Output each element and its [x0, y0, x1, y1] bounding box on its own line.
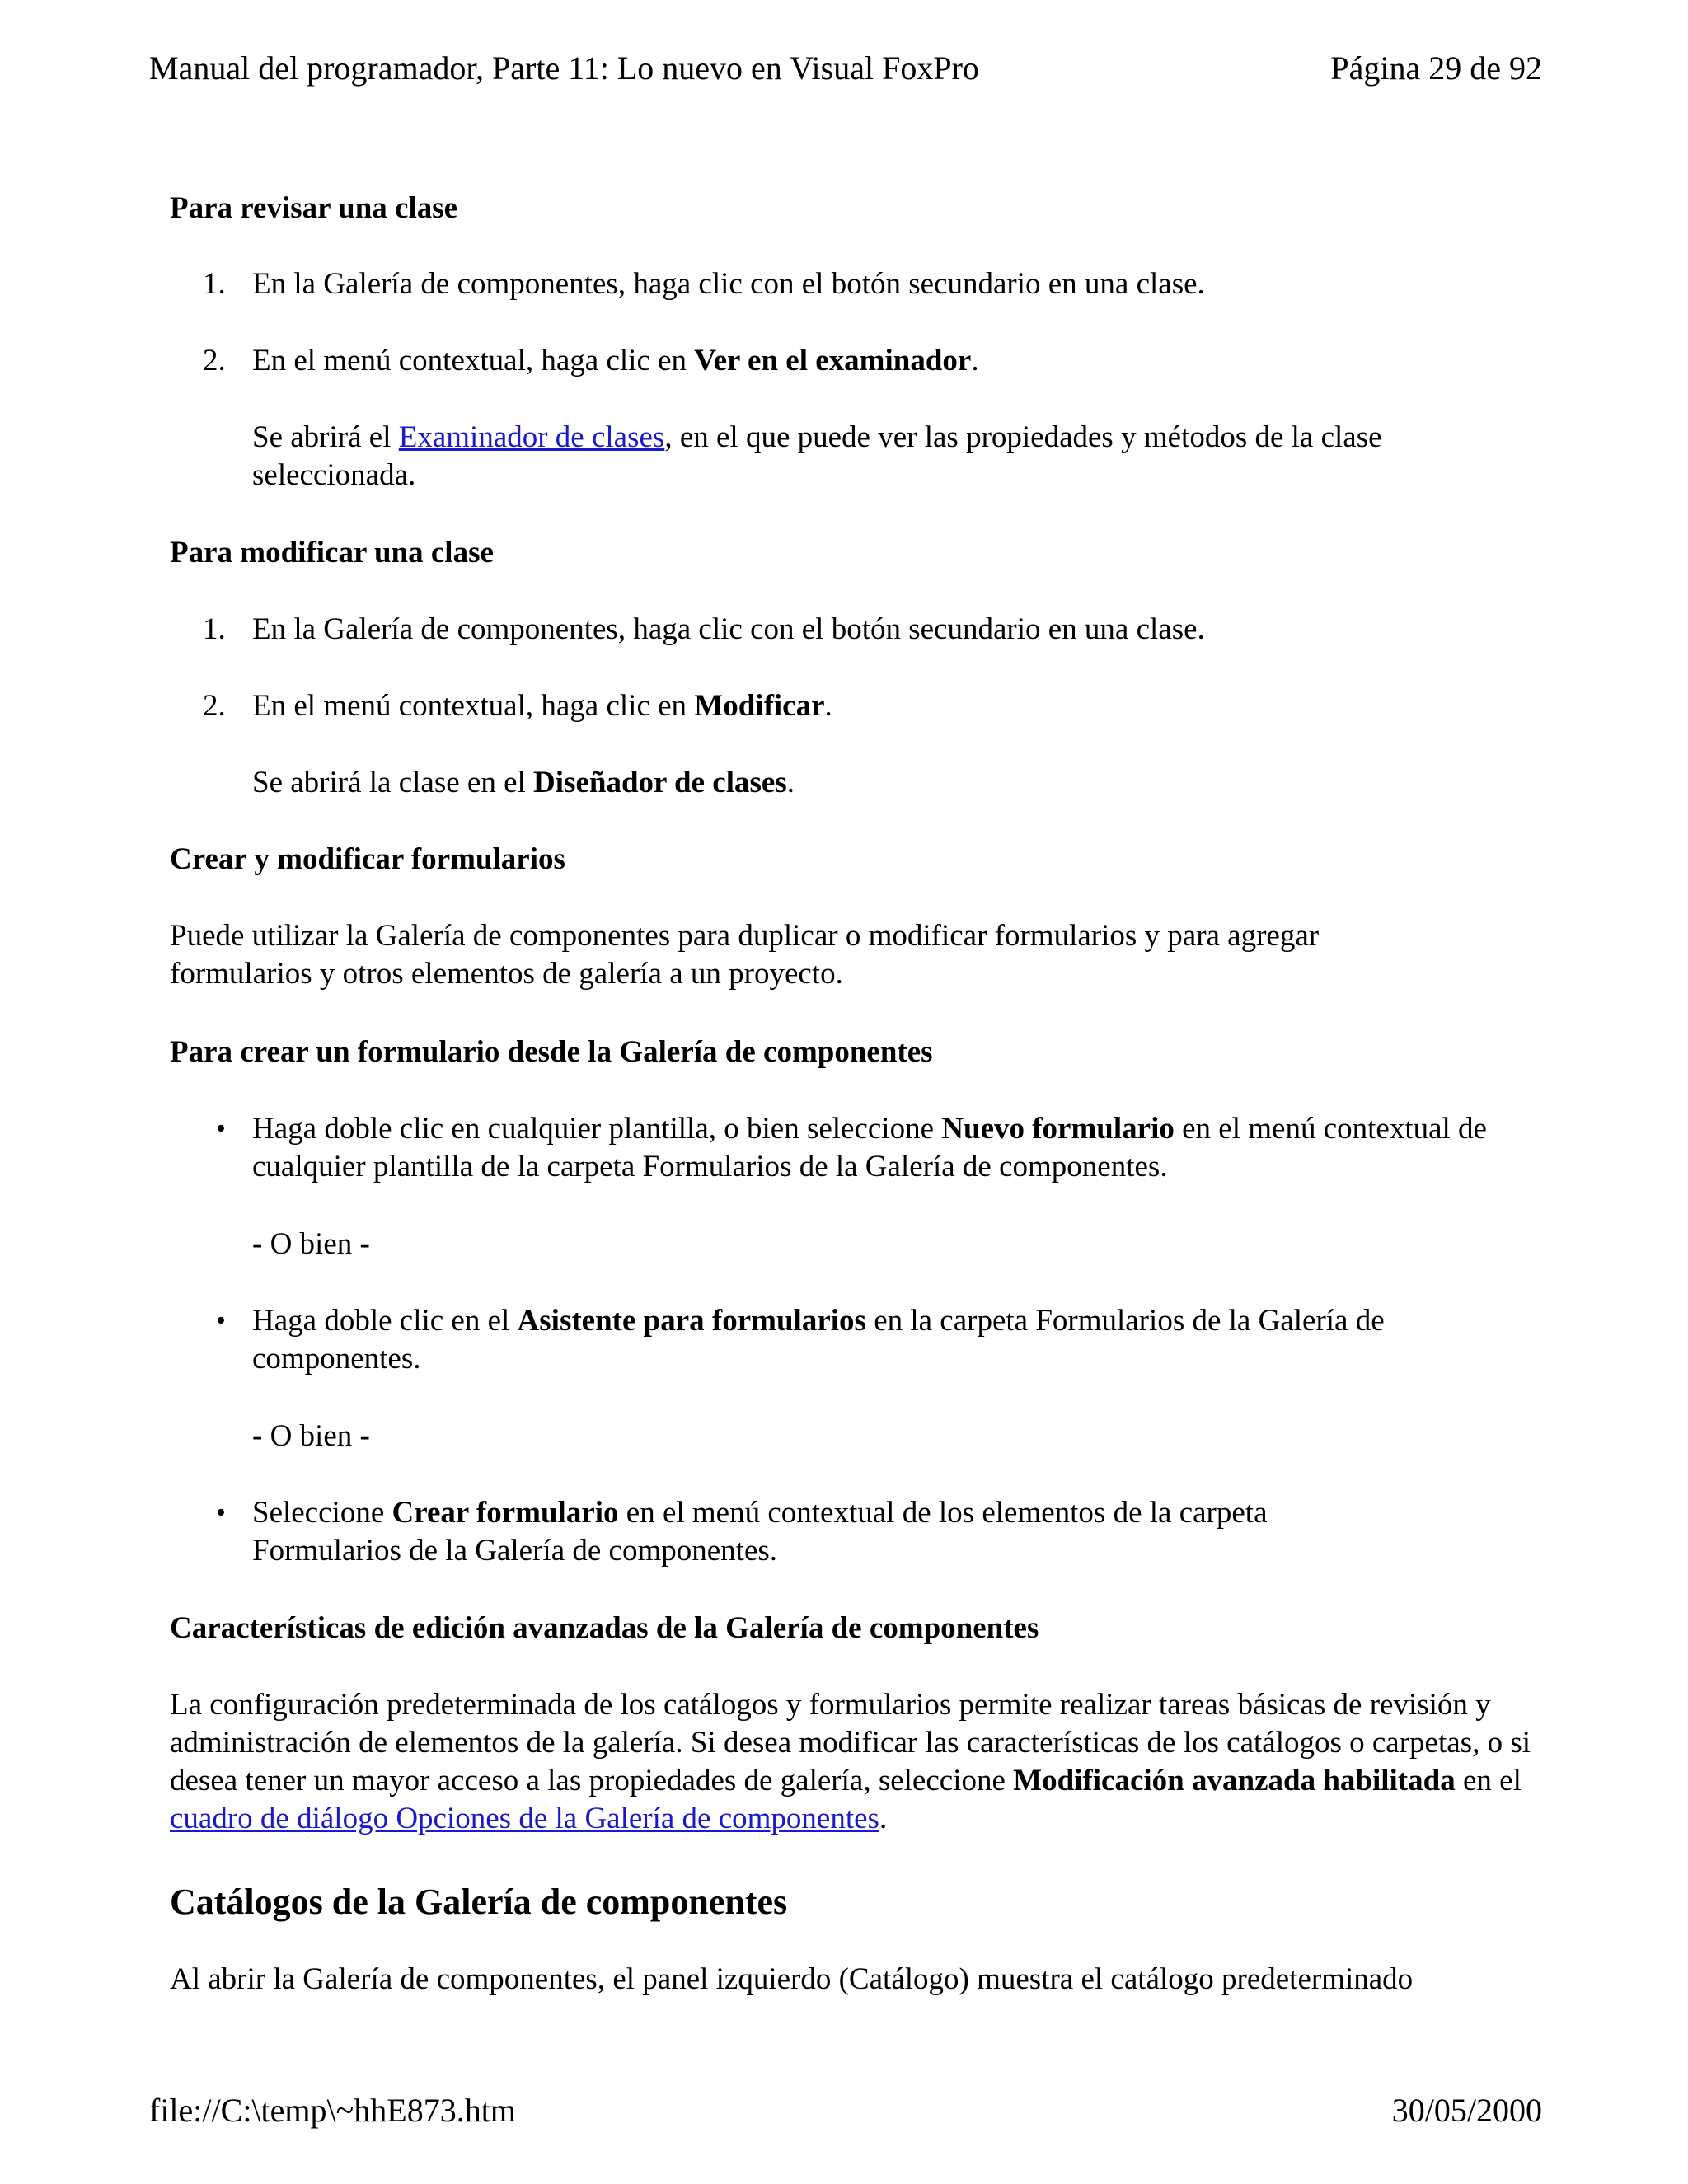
bullet-text: Seleccione Crear formulario en el menú contextual de los elementos de la carpeta Formularios de la Galería de componentes. [252, 1496, 1268, 1568]
alternative-separator: - O bien - [252, 1227, 370, 1261]
step-number: 1. [203, 612, 226, 646]
wizard-name: Asistente para formularios [517, 1304, 866, 1338]
step-text: En la Galería de componentes, haga clic con el botón secundario en una clase. [252, 612, 1205, 646]
step-text: En el menú contextual, haga clic en Modificar. [252, 689, 832, 723]
print-date: 30/05/2000 [1391, 2092, 1542, 2129]
step-text: En la Galería de componentes, haga clic con el botón secundario en una clase. [252, 267, 1205, 301]
step-number: 2. [203, 344, 226, 377]
step-result: Se abrirá el Examinador de clases, en el que puede ver las propiedades y métodos de la clase seleccionada. [252, 420, 1382, 492]
examinador-de-clases-link[interactable]: Examinador de clases [398, 420, 665, 454]
tool-name: Diseñador de clases [533, 766, 787, 799]
section-heading-catalogos: Catálogos de la Galería de componentes [170, 1882, 788, 1922]
opciones-galeria-link[interactable]: cuadro de diálogo Opciones de la Galería de componentes [170, 1802, 879, 1835]
bullet-text: Haga doble clic en cualquier plantilla, o bien seleccione Nuevo formulario en el menú contextual de cualquier plantilla de la carpeta Formularios de la Galería de componentes. [252, 1112, 1487, 1183]
step-text: En el menú contextual, haga clic en Ver en el examinador. [252, 344, 979, 377]
paragraph: La configuración predeterminada de los catálogos y formularios permite realizar tareas básicas de revisión y administración de elementos de la galería. Si desea modificar las características de los catálogos o carpetas, o si desea tener un mayor acceso a las propiedades de galería, seleccione Modificación avanzada habilitada en el cuadro de diálogo Opciones de la Galería de componentes. [170, 1688, 1531, 1835]
page-header [149, 48, 1542, 89]
heading-modificar-clase: Para modificar una clase [170, 536, 494, 569]
document-title: Manual del programador, Parte 11: Lo nuevo en Visual FoxPro [149, 49, 979, 87]
menu-command: Modificar [694, 689, 825, 723]
heading-crear-formulario: Para crear un formulario desde la Galería de componentes [170, 1035, 933, 1069]
bullet-icon: • [216, 1497, 226, 1528]
step-number: 2. [203, 689, 226, 723]
alternative-separator: - O bien - [252, 1419, 370, 1453]
menu-command: Ver en el examinador [694, 344, 972, 377]
step-number: 1. [203, 267, 226, 301]
heading-crear-modificar-formularios: Crear y modificar formularios [170, 842, 565, 876]
menu-command: Nuevo formulario [941, 1112, 1175, 1146]
bullet-icon: • [216, 1305, 226, 1336]
bullet-icon: • [216, 1113, 226, 1144]
paragraph: Puede utilizar la Galería de componentes para duplicar o modificar formularios y para agregar formularios y otros elementos de galería a un proyecto. [170, 919, 1320, 991]
paragraph: Al abrir la Galería de componentes, el panel izquierdo (Catálogo) muestra el catálogo predeterminado [170, 1962, 1414, 1996]
option-name: Modificación avanzada habilitada [1013, 1764, 1456, 1797]
bullet-text: Haga doble clic en el Asistente para formularios en la carpeta Formularios de la Galería de componentes. [252, 1304, 1385, 1376]
page-footer [149, 2090, 1542, 2131]
heading-revisar-clase: Para revisar una clase [170, 191, 458, 225]
step-result: Se abrirá la clase en el Diseñador de clases. [252, 766, 795, 799]
menu-command: Crear formulario [392, 1496, 619, 1530]
page-number: Página 29 de 92 [1330, 49, 1542, 87]
file-path: file://C:\temp\~hhE873.htm [149, 2092, 516, 2129]
heading-edicion-avanzada: Características de edición avanzadas de la Galería de componentes [170, 1611, 1039, 1645]
